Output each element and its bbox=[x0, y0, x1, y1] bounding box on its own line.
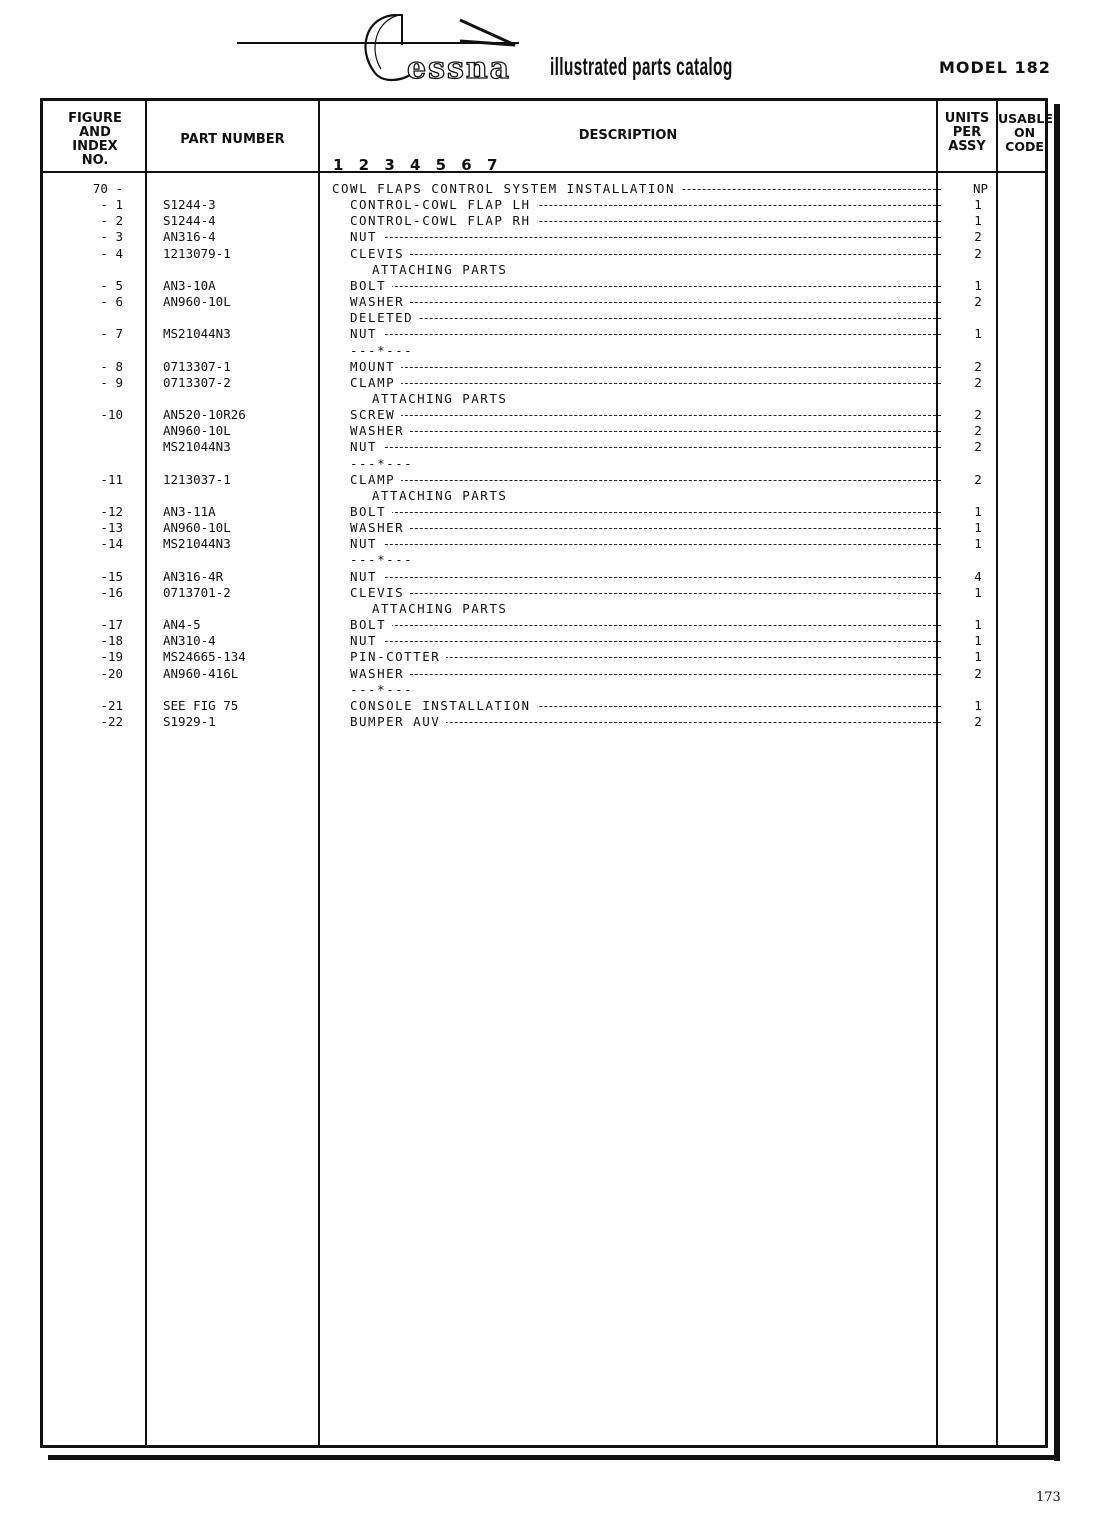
leader-dashes bbox=[350, 383, 941, 384]
index-number: - 8 bbox=[100, 358, 123, 374]
leader-dashes bbox=[350, 302, 941, 303]
description bbox=[350, 666, 941, 682]
description-text: BOLT bbox=[350, 617, 392, 632]
index-number: -10 bbox=[100, 407, 123, 423]
leader-dashes bbox=[350, 577, 941, 578]
description-text: CLEVIS bbox=[350, 585, 410, 600]
units-per-assy: 2 bbox=[974, 358, 982, 374]
units-per-assy: 2 bbox=[974, 245, 982, 261]
description bbox=[350, 649, 941, 665]
page-number: 173 bbox=[1036, 1490, 1061, 1505]
description bbox=[350, 536, 941, 552]
description-text: WASHER bbox=[350, 520, 410, 535]
units-per-assy: 1 bbox=[974, 197, 982, 213]
description bbox=[332, 181, 941, 197]
units-per-assy: 1 bbox=[974, 326, 982, 342]
leader-dashes bbox=[350, 447, 941, 448]
index-number: -16 bbox=[100, 584, 123, 600]
part-number: 0713307-1 bbox=[163, 358, 231, 374]
description bbox=[350, 343, 750, 359]
catalog-subtitle: illustrated parts catalog bbox=[550, 53, 733, 81]
description bbox=[350, 585, 941, 601]
units-per-assy: 2 bbox=[974, 713, 982, 729]
description bbox=[350, 504, 941, 520]
part-number: AN520-10R26 bbox=[163, 407, 246, 423]
index-number: - 3 bbox=[100, 229, 123, 245]
description-text: MOUNT bbox=[350, 359, 401, 374]
units-per-assy: 2 bbox=[974, 294, 982, 310]
usable-on-code-header: USABLE ON CODE bbox=[998, 111, 1053, 154]
index-number: -11 bbox=[100, 471, 123, 487]
description-text: ---*--- bbox=[350, 456, 419, 471]
index-number: -22 bbox=[100, 713, 123, 729]
description-text: DELETED bbox=[350, 310, 419, 325]
description-text: PIN-COTTER bbox=[350, 649, 446, 664]
description-text: WASHER bbox=[350, 294, 410, 309]
part-number: S1244-4 bbox=[163, 213, 216, 229]
index-number: -21 bbox=[100, 697, 123, 713]
description-text: CLAMP bbox=[350, 472, 401, 487]
description bbox=[350, 359, 941, 375]
part-number: S1244-3 bbox=[163, 197, 216, 213]
units-per-assy: 1 bbox=[974, 584, 982, 600]
table-shadow-right bbox=[1054, 104, 1060, 1461]
units-per-assy: 2 bbox=[974, 439, 982, 455]
units-per-assy-header: UNITS PER ASSY bbox=[944, 111, 990, 154]
part-number: AN4-5 bbox=[163, 617, 201, 633]
description bbox=[350, 633, 941, 649]
part-number: MS21044N3 bbox=[163, 536, 231, 552]
part-number: AN316-4R bbox=[163, 568, 224, 584]
part-number: MS21044N3 bbox=[163, 326, 231, 342]
description-text: ATTACHING PARTS bbox=[372, 488, 513, 503]
description bbox=[350, 310, 941, 326]
index-number: - 2 bbox=[100, 213, 123, 229]
indent-numbers: 1 2 3 4 5 6 7 bbox=[333, 156, 503, 174]
description-text: ---*--- bbox=[350, 552, 419, 567]
part-number: MS24665-134 bbox=[163, 649, 246, 665]
leader-dashes bbox=[350, 286, 941, 287]
units-per-assy: 2 bbox=[974, 471, 982, 487]
index-number: -18 bbox=[100, 633, 123, 649]
description bbox=[350, 456, 750, 472]
description bbox=[372, 262, 772, 278]
units-per-assy: 1 bbox=[974, 617, 982, 633]
part-number: SEE FIG 75 bbox=[163, 697, 239, 713]
parts-table bbox=[40, 98, 1053, 1448]
index-number: - 4 bbox=[100, 245, 123, 261]
description-text: NUT bbox=[350, 569, 383, 584]
description bbox=[350, 294, 941, 310]
part-number: S1929-1 bbox=[163, 713, 216, 729]
part-number: AN310-4 bbox=[163, 633, 216, 649]
description bbox=[350, 326, 941, 342]
part-number: AN960-416L bbox=[163, 665, 239, 681]
part-number: 0713701-2 bbox=[163, 584, 231, 600]
index-number: - 7 bbox=[100, 326, 123, 342]
index-number: -19 bbox=[100, 649, 123, 665]
leader-dashes bbox=[350, 625, 941, 626]
col-divider bbox=[996, 101, 998, 1445]
units-per-assy: 1 bbox=[974, 536, 982, 552]
part-number-header: PART NUMBER bbox=[180, 132, 285, 147]
description bbox=[350, 229, 941, 245]
units-per-assy: 2 bbox=[974, 229, 982, 245]
figure-index-header: FIGURE AND INDEX NO. bbox=[68, 111, 122, 168]
leader-dashes bbox=[350, 431, 941, 432]
part-number: AN316-4 bbox=[163, 229, 216, 245]
leader-dashes bbox=[350, 528, 941, 529]
units-per-assy: 4 bbox=[974, 568, 982, 584]
units-per-assy: 2 bbox=[974, 407, 982, 423]
leader-dashes bbox=[350, 334, 941, 335]
description-text: ATTACHING PARTS bbox=[372, 601, 513, 616]
index-number: -20 bbox=[100, 665, 123, 681]
index-number: - 6 bbox=[100, 294, 123, 310]
part-number: 1213037-1 bbox=[163, 471, 231, 487]
index-number: -12 bbox=[100, 504, 123, 519]
description-text: NUT bbox=[350, 439, 383, 454]
description-text: CLEVIS bbox=[350, 246, 410, 261]
description-text: SCREW bbox=[350, 407, 401, 422]
col-divider bbox=[145, 101, 147, 1445]
header-divider bbox=[43, 171, 1045, 173]
description bbox=[350, 698, 941, 714]
description-text: BOLT bbox=[350, 504, 392, 519]
description-text: WASHER bbox=[350, 423, 410, 438]
units-per-assy: 1 bbox=[974, 520, 982, 536]
leader-dashes bbox=[350, 318, 941, 319]
description bbox=[350, 423, 941, 439]
description bbox=[350, 617, 941, 633]
description-text: ---*--- bbox=[350, 682, 419, 697]
description bbox=[350, 569, 941, 585]
units-per-assy: 1 bbox=[974, 213, 982, 229]
leader-dashes bbox=[350, 674, 941, 675]
index-number: - 5 bbox=[100, 277, 123, 293]
description bbox=[350, 246, 941, 262]
description-text: BOLT bbox=[350, 278, 392, 293]
leader-dashes bbox=[350, 544, 941, 545]
leader-dashes bbox=[350, 593, 941, 594]
description-text: ATTACHING PARTS bbox=[372, 391, 513, 406]
part-number: AN960-10L bbox=[163, 520, 231, 536]
units-per-assy: 2 bbox=[974, 423, 982, 439]
description bbox=[350, 552, 750, 568]
part-number: AN960-10L bbox=[163, 423, 231, 439]
part-number: AN3-10A bbox=[163, 277, 216, 293]
leader-dashes bbox=[350, 254, 941, 255]
description bbox=[372, 601, 772, 617]
description bbox=[350, 439, 941, 455]
description-header: DESCRIPTION bbox=[578, 128, 678, 143]
units-per-assy: 1 bbox=[974, 277, 982, 293]
description-text: BUMPER AUV bbox=[350, 714, 446, 729]
index-number: -15 bbox=[100, 568, 123, 584]
description bbox=[372, 391, 772, 407]
units-per-assy: 1 bbox=[974, 697, 982, 713]
units-per-assy: 1 bbox=[974, 504, 982, 519]
index-number: - 9 bbox=[100, 374, 123, 390]
description bbox=[350, 714, 941, 730]
svg-text:essna: essna bbox=[407, 51, 512, 85]
description-text: WASHER bbox=[350, 666, 410, 681]
description bbox=[350, 278, 941, 294]
description-text: CLAMP bbox=[350, 375, 401, 390]
part-number: AN960-10L bbox=[163, 294, 231, 310]
units-per-assy: 2 bbox=[974, 374, 982, 390]
description bbox=[350, 520, 941, 536]
leader-dashes bbox=[350, 237, 941, 238]
description bbox=[350, 213, 941, 229]
leader-dashes bbox=[350, 415, 941, 416]
catalog-header bbox=[0, 0, 1113, 95]
leader-dashes bbox=[350, 480, 941, 481]
part-number: AN3-11A bbox=[163, 504, 216, 519]
description-text: NUT bbox=[350, 536, 383, 551]
description-text: ---*--- bbox=[350, 343, 419, 358]
cessna-logo bbox=[355, 5, 555, 85]
description bbox=[350, 472, 941, 488]
table-shadow-bottom bbox=[48, 1455, 1060, 1460]
description-text: CONSOLE INSTALLATION bbox=[350, 698, 537, 713]
index-number: -14 bbox=[100, 536, 123, 552]
part-number: 1213079-1 bbox=[163, 245, 231, 261]
index-number: -17 bbox=[100, 617, 123, 633]
units-per-assy: 1 bbox=[974, 649, 982, 665]
description-text: NUT bbox=[350, 229, 383, 244]
index-number: - 1 bbox=[100, 197, 123, 213]
description-text: CONTROL-COWL FLAP RH bbox=[350, 213, 537, 228]
description bbox=[350, 197, 941, 213]
description bbox=[350, 375, 941, 391]
col-divider bbox=[318, 101, 320, 1445]
description bbox=[350, 407, 941, 423]
part-number: MS21044N3 bbox=[163, 439, 231, 455]
description-text: CONTROL-COWL FLAP LH bbox=[350, 197, 537, 212]
description-text: NUT bbox=[350, 326, 383, 341]
leader-dashes bbox=[350, 641, 941, 642]
units-per-assy: 2 bbox=[974, 665, 982, 681]
leader-dashes bbox=[350, 367, 941, 368]
description-text: ATTACHING PARTS bbox=[372, 262, 513, 277]
part-number: 0713307-2 bbox=[163, 374, 231, 390]
units-per-assy: NP bbox=[973, 181, 989, 196]
description bbox=[372, 488, 772, 504]
index-number: 70 - bbox=[92, 181, 123, 196]
index-number: -13 bbox=[100, 520, 123, 536]
units-per-assy: 1 bbox=[974, 633, 982, 649]
description-text: NUT bbox=[350, 633, 383, 648]
description-text: COWL FLAPS CONTROL SYSTEM INSTALLATION bbox=[332, 181, 681, 196]
model-label: MODEL 182 bbox=[939, 58, 1051, 77]
description bbox=[350, 682, 750, 698]
leader-dashes bbox=[350, 512, 941, 513]
